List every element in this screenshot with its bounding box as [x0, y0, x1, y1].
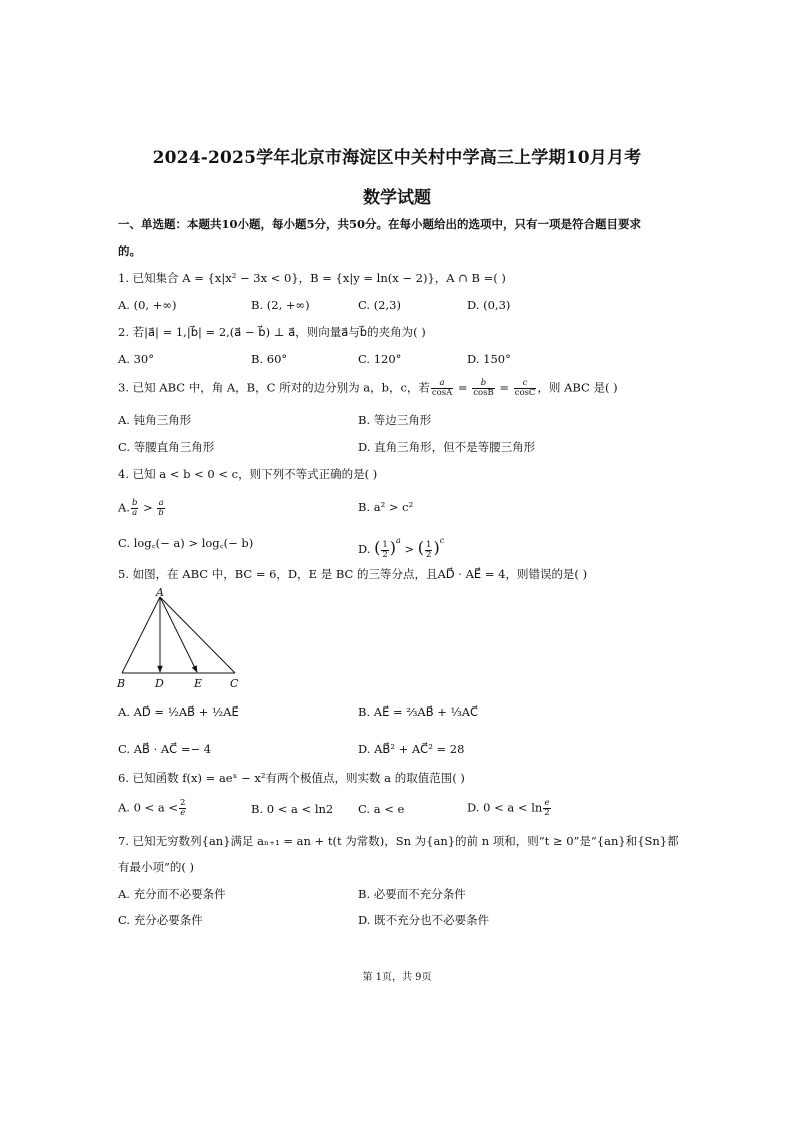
q7-stem-line2: 有最小项”的( ): [118, 860, 195, 874]
q7-option-b: B. 必要而不充分条件: [358, 887, 466, 901]
q4-option-b: B. a² > c²: [358, 500, 414, 514]
q2-option-a: A. 30°: [118, 352, 154, 366]
q5-option-b: B. AE⃗ = ⅔AB⃗ + ⅓AC⃗: [358, 705, 479, 719]
label-b: B: [117, 677, 126, 690]
q3-frac-c: $\frac{c}{\cos C}$: [514, 378, 536, 398]
q3-option-b: B. 等边三角形: [358, 413, 432, 427]
label-d: D: [155, 677, 164, 690]
q5-option-a: A. AD⃗ = ½AB⃗ + ½AE⃗: [118, 705, 239, 719]
q2-option-c: C. 120°: [358, 352, 402, 366]
q3-frac-b: $\frac{b}{\cos B}$: [473, 378, 494, 398]
q2-option-d: D. 150°: [467, 352, 511, 366]
q5-stem: 5. 如图，在 ABC 中，BC = 6，D，E 是 BC 的三等分点，且AD⃗ · AE⃗ = 4，则错误的是( ): [118, 567, 588, 581]
q3-option-d: D. 直角三角形，但不是等腰三角形: [358, 440, 536, 454]
q1-option-d: D. (0,3): [467, 298, 511, 312]
q1-option-c: C. (2,3): [358, 298, 401, 312]
page-footer: 第 1页，共 9页: [362, 972, 432, 983]
q4-option-c: C. log꜀(− a) > log꜀(− b): [118, 536, 254, 550]
q2-stem: 2. 若|a⃗| = 1,|b⃗| = 2,(a⃗ − b⃗) ⊥ a⃗，则向量a⃗与b⃗的夹角为( ): [118, 325, 426, 339]
q7-stem-line1: 7. 已知无穷数列{an}满足 aₙ₊₁ = an + t(t 为常数)，Sn 为{an}的前 n 项和，则“t ≥ 0”是“{an}和{Sn}都: [118, 834, 679, 848]
side-ac: [160, 597, 235, 673]
q7-option-a: A. 充分而不必要条件: [118, 887, 226, 901]
q4-option-a: A. $\frac{b}{a}$ > $\frac{a}{b}$: [118, 498, 164, 518]
label-e: E: [194, 677, 203, 690]
q1-stem: 1. 已知集合 A = {x|x² − 3x < 0}，B = {x|y = ln(x − 2)}，A ∩ B =( ): [118, 271, 506, 285]
q3-stem-post: ，则 ABC 是( ): [537, 380, 618, 395]
q5-option-d: D. AB⃗² + AC⃗² = 28: [358, 742, 465, 756]
exam-title: 2024-2025学年北京市海淀区中关村中学高三上学期10月月考: [152, 148, 642, 168]
q6-stem: 6. 已知函数 f(x) = aeˣ − x²有两个极值点，则实数 a 的取值范围( ): [118, 771, 465, 785]
vector-ae: [160, 597, 197, 672]
label-a: A: [156, 586, 164, 599]
section-heading-line1: 一、单选题：本题共10小题，每小题5分，共50分。在每小题给出的选项中，只有一项是符合题目要求: [118, 217, 642, 231]
exam-subtitle: 数学试题: [363, 188, 431, 208]
q5-option-c: C. AB⃗ · AC⃗ =− 4: [118, 742, 212, 756]
q4-stem: 4. 已知 a < b < 0 < c，则下列不等式正确的是( ): [118, 467, 378, 481]
label-c: C: [230, 677, 239, 690]
q3-option-c: C. 等腰直角三角形: [118, 440, 215, 454]
side-ab: [122, 597, 160, 673]
q1-option-a: A. (0, +∞): [118, 298, 177, 312]
q3-stem-pre: 3. 已知 ABC 中，角 A，B，C 所对的边分别为 a，b，c，若: [118, 380, 430, 395]
q7-option-d: D. 既不充分也不必要条件: [358, 913, 490, 927]
section-heading-line2: 的。: [118, 244, 141, 258]
q6-option-b: B. 0 < a < ln2: [251, 802, 334, 816]
q1-option-b: B. (2, +∞): [251, 298, 310, 312]
q6-option-a: A. 0 < a < $\frac{2}{e}$: [118, 798, 186, 818]
q2-option-b: B. 60°: [251, 352, 288, 366]
q3-stem: 3. 已知 ABC 中，角 A，B，C 所对的边分别为 a，b，c，若 $\frac{a}{\cos A}$ = $\frac{b}{\cos B}$ = $\frac{c}{\cos C}$ ，则 ABC 是( ): [118, 378, 618, 398]
q3-option-a: A. 钝角三角形: [118, 413, 192, 427]
q6-option-d: D. 0 < a < ln $\frac{e}{2}$: [467, 798, 550, 818]
q3-frac-a: $\frac{a}{\cos A}$: [431, 378, 453, 398]
q4-option-d: D. ( $\frac{1}{2}$ )$^a$ > ( $\frac{1}{2}$ )$^c$: [358, 536, 445, 560]
triangle-figure: [112, 586, 247, 690]
q7-option-c: C. 充分必要条件: [118, 913, 203, 927]
q6-option-c: C. a < e: [358, 802, 405, 816]
